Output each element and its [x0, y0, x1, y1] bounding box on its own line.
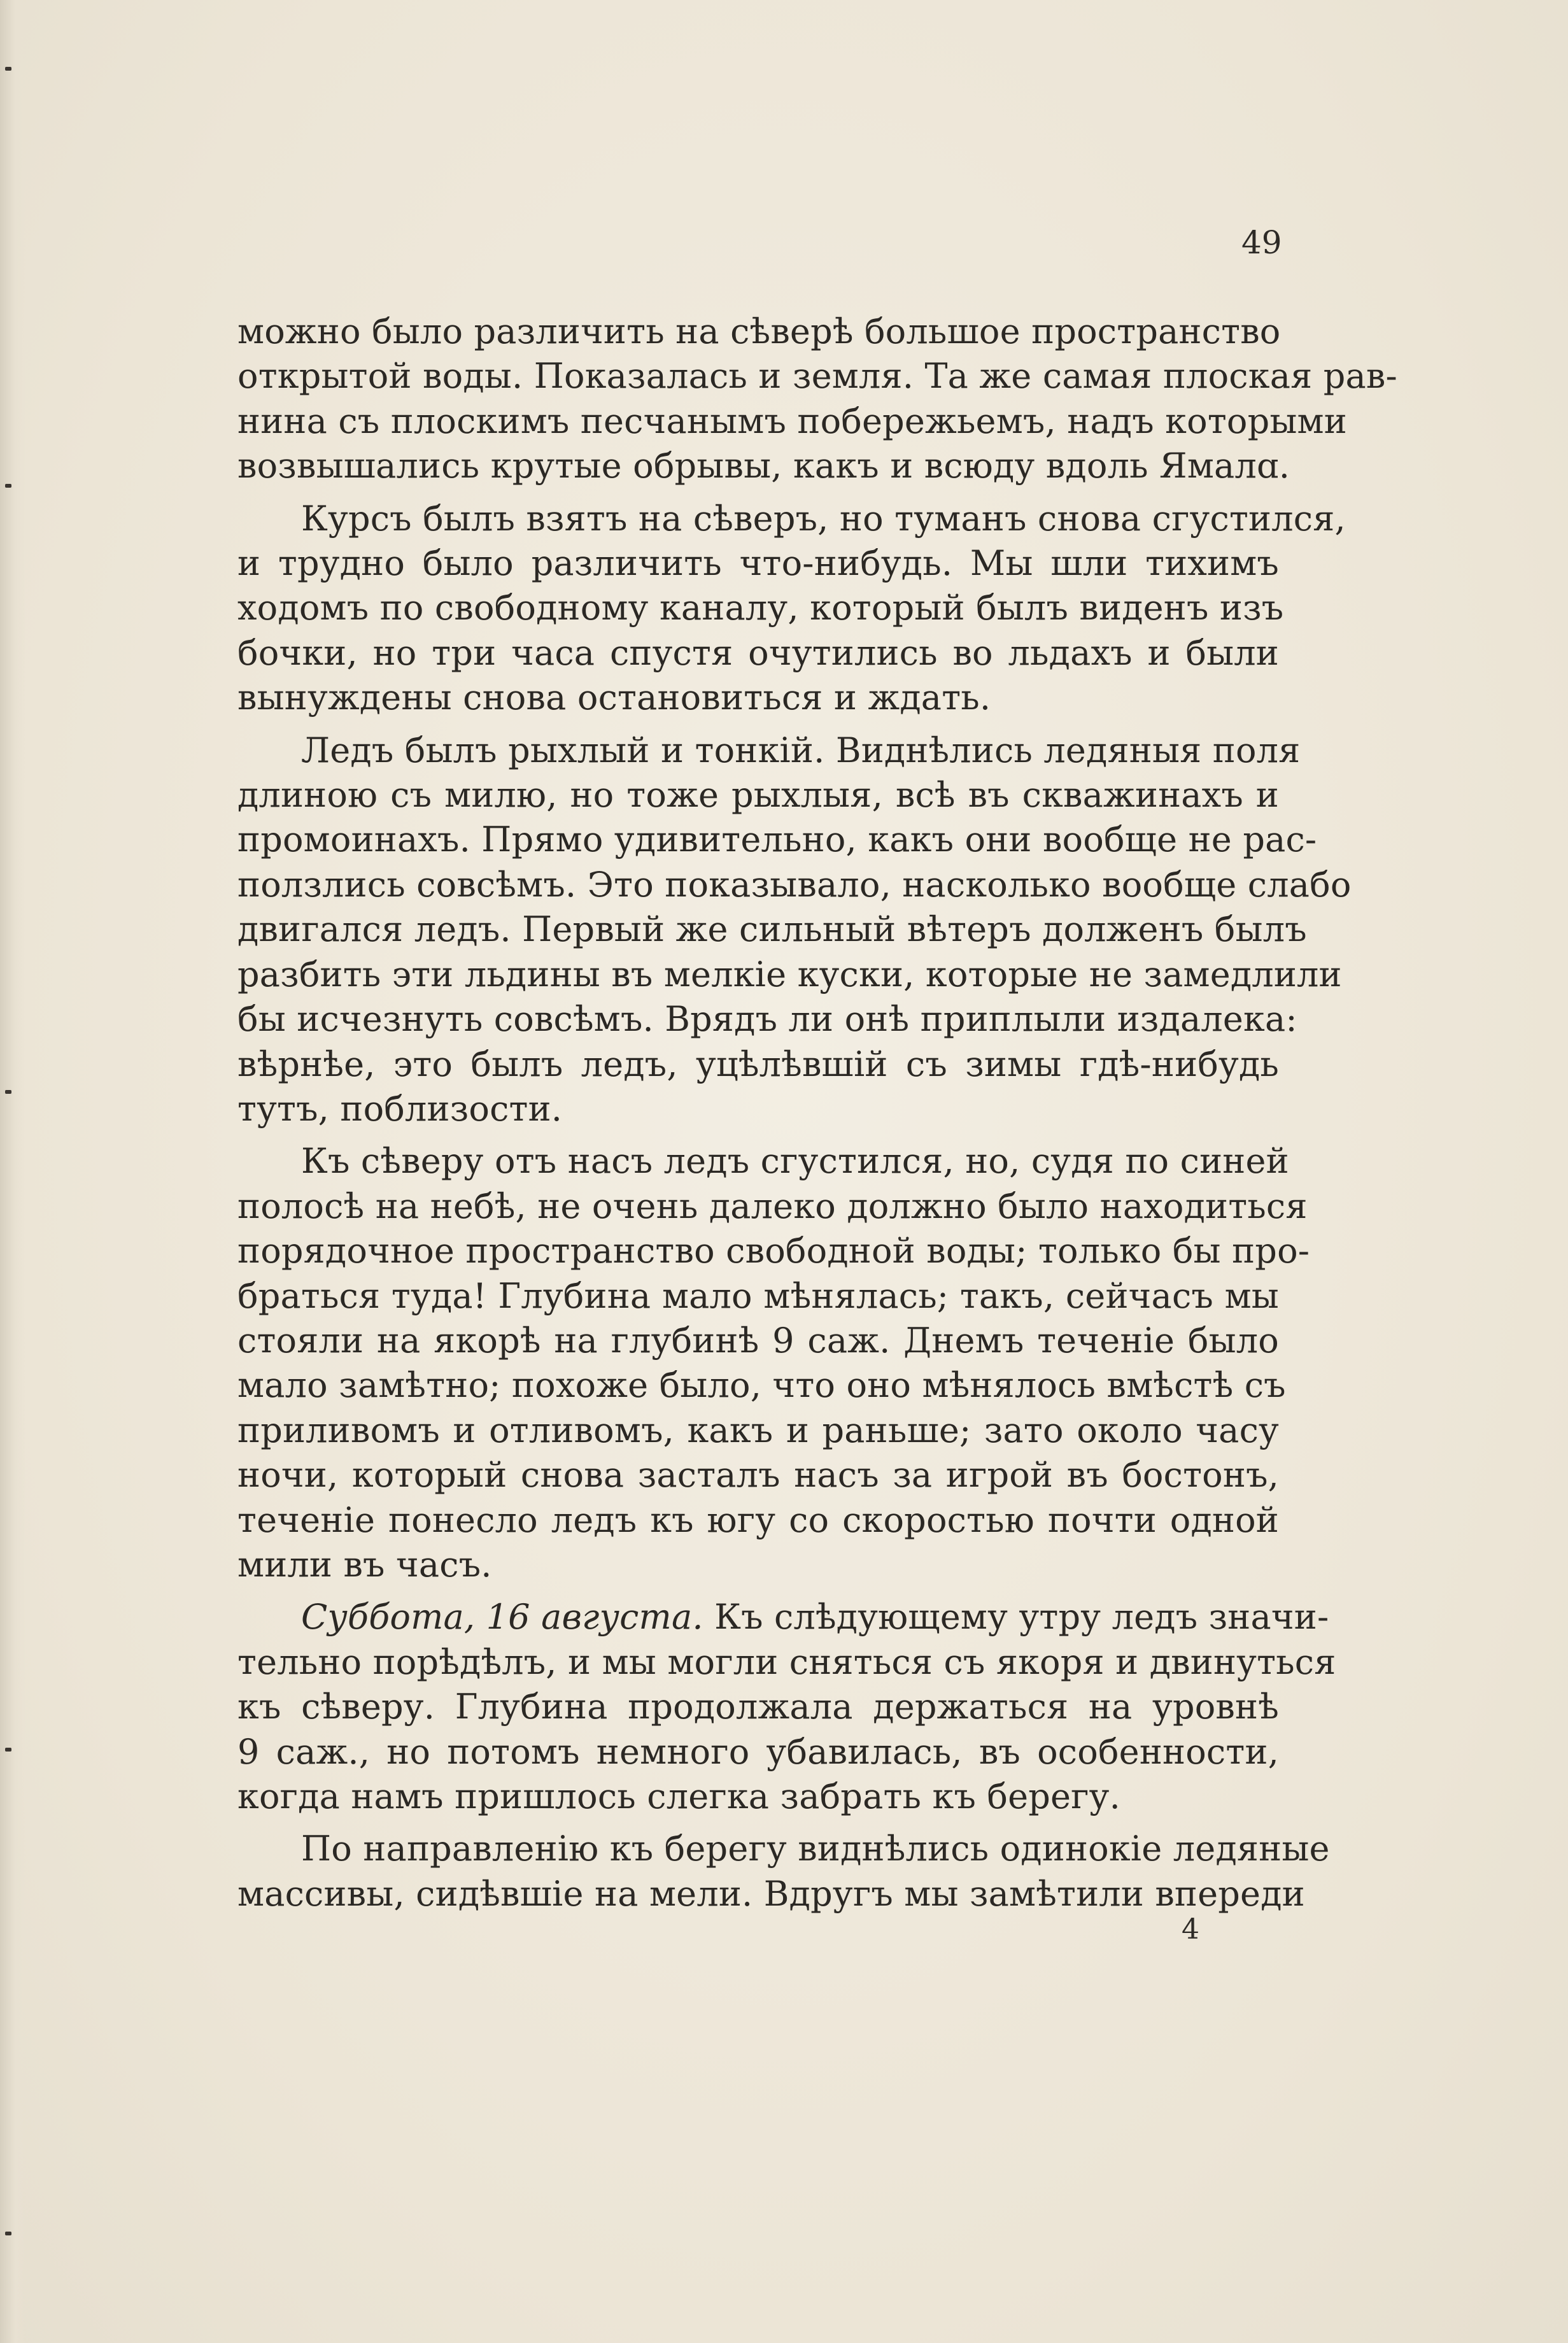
- text-fragment: Къ слѣдующему утру ледъ значи-: [703, 1597, 1329, 1638]
- text-line: ночи, который снова засталъ насъ за игрой въ бостонъ,: [237, 1455, 1279, 1496]
- text-line: вынуждены снова остановиться и ждать.: [237, 677, 991, 718]
- text-line: ходомъ по свободному каналу, который былъ виденъ изъ: [237, 588, 1284, 628]
- text-line: къ сѣверу. Глубина продолжала держаться на уровнѣ: [237, 1687, 1279, 1727]
- text-line: стояли на якорѣ на глубинѣ 9 саж. Днемъ теченіе было: [237, 1320, 1279, 1361]
- signature-mark: 4: [1182, 1913, 1199, 1946]
- text-line: 9 саж., но потомъ немного убавилась, въ особенности,: [237, 1731, 1279, 1772]
- edge-mark: [5, 1748, 11, 1752]
- text-line: мили въ часъ.: [237, 1544, 492, 1585]
- text-line: и трудно было различить что-нибудь. Мы шли тихимъ: [237, 543, 1279, 584]
- text-line: нина съ плоскимъ песчанымъ побережьемъ, надъ которыми: [237, 400, 1347, 441]
- text-line: тутъ, поблизости.: [237, 1088, 563, 1129]
- paragraph-4: [237, 1139, 1310, 1587]
- edge-mark: [5, 1090, 11, 1094]
- text-line: двигался ледъ. Первый же сильный вѣтеръ долженъ былъ: [237, 909, 1307, 950]
- text-line: промоинахъ. Прямо удивительно, какъ они вообще не рас-: [237, 819, 1317, 860]
- text-line: приливомъ и отливомъ, какъ и раньше; зато около часу: [237, 1410, 1279, 1450]
- text-line: [237, 1595, 1329, 1639]
- text-line: порядочное пространство свободной воды; только бы про-: [237, 1231, 1310, 1271]
- paragraph-3: [237, 728, 1352, 1132]
- text-line: когда намъ пришлось слегка забрать къ берегу.: [237, 1776, 1121, 1816]
- text-line: мало замѣтно; похоже было, что оно мѣнялось вмѣстѣ съ: [237, 1365, 1286, 1406]
- text-line: бы исчезнуть совсѣмъ. Врядъ ли онѣ приплыли издалека:: [237, 999, 1297, 1040]
- text-line: открытой воды. Показалась и земля. Та же самая плоская рав-: [237, 356, 1397, 397]
- text-line: разбить эти льдины въ мелкіе куски, которые не замедлили: [237, 954, 1342, 995]
- edge-mark: [5, 67, 11, 71]
- text-line: тельно порѣдѣлъ, и мы могли сняться съ якоря и двинуться: [237, 1641, 1336, 1682]
- text-line: полосѣ на небѣ, не очень далеко должно было находиться: [237, 1186, 1308, 1226]
- date-heading: Суббота, 16 августа.: [301, 1597, 703, 1638]
- body-text: [237, 309, 1397, 1924]
- binding-edge: [0, 0, 25, 2343]
- paragraph-5: [237, 1595, 1336, 1819]
- paragraph-1: [237, 309, 1397, 489]
- text-line: По направленію къ берегу виднѣлись одинокіе ледяные: [301, 1829, 1330, 1869]
- text-line: Ледъ былъ рыхлый и тонкій. Виднѣлись ледяныя поля: [301, 730, 1301, 770]
- text-line: Къ сѣверу отъ насъ ледъ сгустился, но, судя по синей: [301, 1141, 1289, 1182]
- text-line: браться туда! Глубина мало мѣнялась; такъ, сейчасъ мы: [237, 1275, 1279, 1316]
- edge-mark: [5, 2232, 11, 2235]
- text-line: массивы, сидѣвшіе на мели. Вдругъ мы замѣтили впереди: [237, 1873, 1305, 1914]
- text-line: бочки, но три часа спустя очутились во льдахъ и были: [237, 632, 1279, 673]
- paragraph-2: [237, 497, 1346, 721]
- text-line: ползлись совсѣмъ. Это показывало, насколько вообще слабо: [237, 864, 1352, 905]
- text-line: вѣрнѣе, это былъ ледъ, уцѣлѣвшій съ зимы гдѣ-нибудь: [237, 1044, 1279, 1084]
- text-line: можно было различить на сѣверѣ большое пространство: [237, 311, 1281, 351]
- paragraph-6: [237, 1827, 1330, 1916]
- edge-mark: [5, 484, 11, 488]
- text-line: Курсъ былъ взятъ на сѣверъ, но туманъ снова сгустился,: [301, 498, 1346, 539]
- text-line: теченіе понесло ледъ къ югу со скоростью почти одной: [237, 1499, 1279, 1540]
- page-number: 49: [1241, 224, 1282, 261]
- text-line: возвышались крутые обрывы, какъ и всюду вдоль Ямалɑ.: [237, 446, 1290, 486]
- text-line: длиною съ милю, но тоже рыхлыя, всѣ въ скважинахъ и: [237, 775, 1279, 816]
